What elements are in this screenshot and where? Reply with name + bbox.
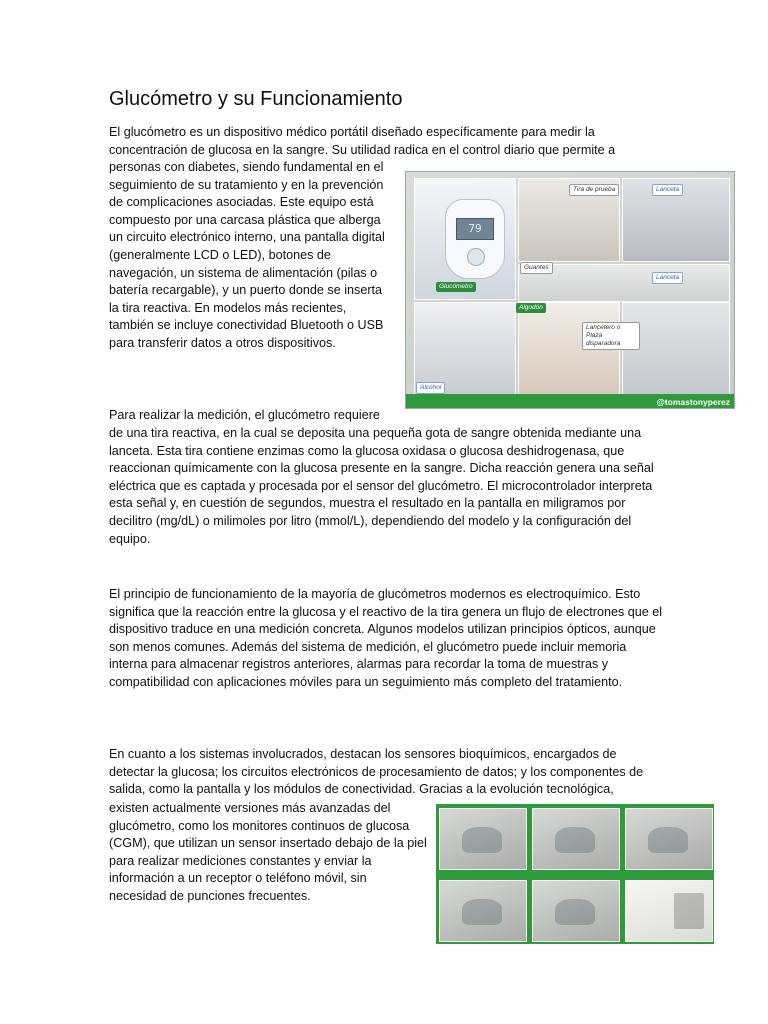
glucometer-button-icon — [467, 248, 485, 266]
paragraph-systems-wrapped: existen actualmente versiones más avanzadas del glucómetro, como los monitores continuos de glucosa (CGM), que utilizan un sensor insertado debajo de la piel para realizar mediciones constantes y enviar la información a un receptor o teléfono móvil, sin necesidad de punciones frecuentes. — [109, 801, 427, 903]
glucometer-device-icon — [445, 199, 505, 279]
step-photo-6 — [625, 880, 713, 942]
watermark-strip — [406, 394, 734, 408]
paragraph-measurement: de una tira reactiva, en la cual se deposita una pequeña gota de sangre obtenida mediante una lanceta. Esta tira contiene enzimas como la glucosa oxidasa o glucosa deshidrogenasa, que reaccionan químicamente con la glucosa presente en la sangre. Dicha reacción genera una señal eléctrica que es captada y procesada por el sensor del glucómetro. El microcontrolador interpreta esta señal y, en cuestión de segundos, muestra el resultado en la pantalla en miligramos por decilitro (mg/dL) o milimoles por litro (mmol/L), dependiendo del modelo y la configuración del equipo. — [109, 426, 654, 546]
paragraph-intro-wide: El glucómetro es un dispositivo médico portátil diseñado específicamente para medir la concentración de glucosa en la sangre. Su utilidad radica en el control diario que permite a — [109, 125, 616, 157]
measurement-steps-photo-grid — [436, 804, 714, 944]
paragraph-intro-wrapped: personas con diabetes, siendo fundamental en el seguimiento de su tratamiento y en la prevención de complicaciones asociadas. Este equipo está compuesto por una carcasa plástica que alberga un circuito electrónico interno, una pantalla digital (generalmente LCD o LED), botones de navegación, un sistema de alimentación (pilas o batería recargable), y un puerto donde se inserta la tira reactiva. En modelos más recientes, también se incluye conectividad Bluetooth o USB para transferir datos a otros dispositivos. — [109, 160, 385, 350]
label-alcohol: Alcohol — [416, 382, 445, 394]
label-guantes: Guantes — [520, 262, 553, 274]
paragraph-principle: El principio de funcionamiento de la mayoría de glucómetros modernos es electroquímico. Esto significa que la reacción entre la glucosa y el reactivo de la tira genera un flujo de electrones que el dispositivo traduce en una medición concreta. Algunos modelos utilizan principios ópticos, aunque son menos comunes. Además del sistema de medición, el glucómetro puede incluir memoria interna para almacenar registros anteriores, alarmas para recordar la toma de muestras y compatibilidad con aplicaciones móviles para un seguimiento más completo del tratamiento. — [109, 587, 663, 689]
label-algodon: Algodón — [516, 303, 546, 313]
paragraph-measurement-lead: Para realizar la medición, el glucómetro requiere — [109, 408, 380, 422]
label-tira: Tira de prueba — [569, 184, 619, 196]
watermark-handle: @tomastonyperez — [656, 397, 730, 407]
label-lanceta-mid: Lanceta — [652, 272, 683, 284]
glucometer-screen: 79 — [456, 218, 494, 240]
step-photo-4 — [439, 880, 527, 942]
step-photo-5 — [532, 880, 620, 942]
step-photo-3 — [625, 808, 713, 870]
label-lancetero: Lancetero o Plaza disparadora — [582, 322, 640, 350]
glucometer-kit-collage — [405, 171, 735, 409]
label-lanceta-top: Lanceta — [652, 184, 683, 196]
step-photo-1 — [439, 808, 527, 870]
label-glucometro: Glucómetro — [436, 282, 476, 292]
document-title: Glucómetro y su Funcionamiento — [109, 88, 403, 110]
step-photo-2 — [532, 808, 620, 870]
paragraph-systems-wide: En cuanto a los sistemas involucrados, destacan los sensores bioquímicos, encargados de detectar la glucosa; los circuitos electrónicos de procesamiento de datos; y los componentes de salida, como la pantalla y los módulos de conectividad. Gracias a la evolución tecnológica, — [109, 747, 644, 797]
